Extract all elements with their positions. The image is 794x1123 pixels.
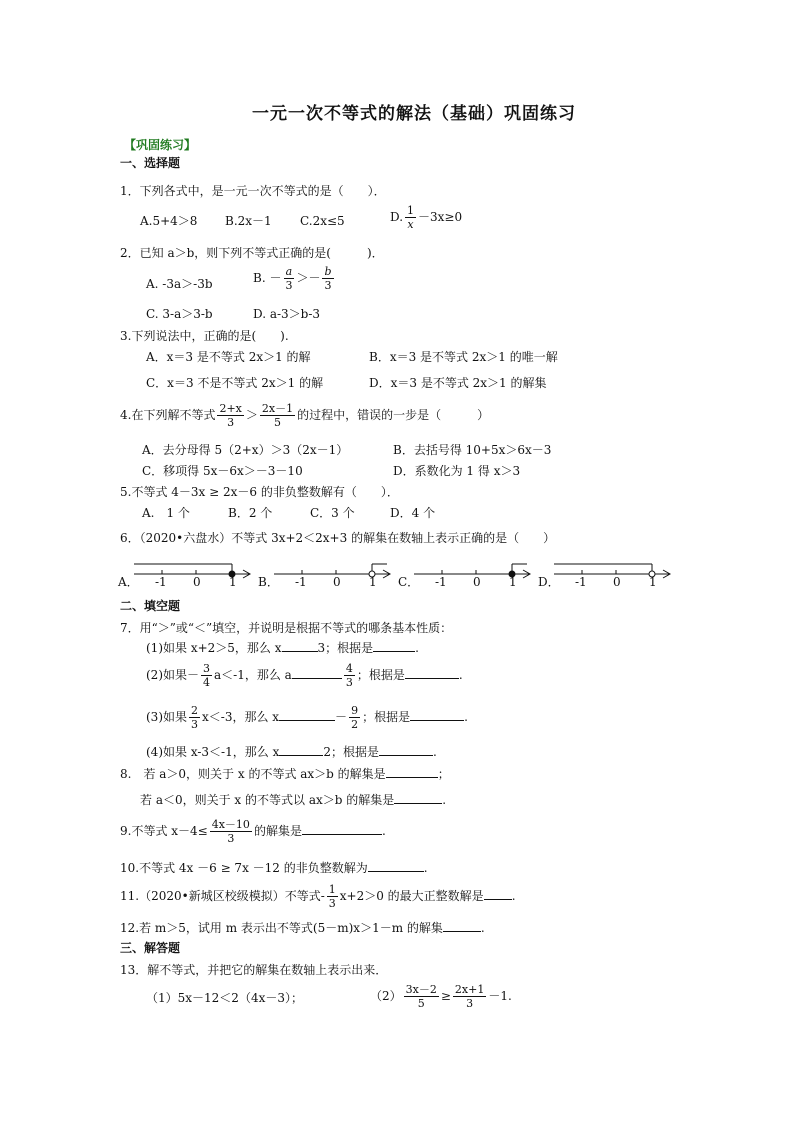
q7-part-3: (3)如果 $\frac{2}{3}$ x＜-3，那么 x － $\frac{9}{2}$ ；根据是 . [146,704,468,731]
q4-option-d: D．系数化为 1 得 x＞3 [393,464,521,478]
question-8-line-1: 8. 若 a＞0，则关于 x 的不等式 ax＞b 的解集是 ； [120,767,450,781]
answer-blank[interactable] [279,744,323,756]
question-8-line-2: 若 a＜0，则关于 x 的不等式以 ax＞b 的解集是 . [140,793,447,807]
answer-blank[interactable] [410,709,464,721]
page-title: 一元一次不等式的解法（基础）巩固练习 [252,104,576,124]
q4-option-a: A．去分母得 5（2+x）＞3（2x－1） [142,443,349,457]
q5-option-a: A. 1 个 [142,506,190,520]
answer-blank[interactable] [379,744,433,756]
q6-option-label: C． [398,575,420,589]
q1-option-a: A.5+4＞8 [140,214,198,228]
answer-blank[interactable] [484,888,512,900]
q7-part-2: (2)如果－ $\frac{3}{4}$ a＜-1，那么 a $\frac{4}{3}$ ；根据是 . [146,662,463,689]
question-7-stem: 7．用“＞”或“＜”填空，并说明是根据不等式的哪条基本性质： [120,621,453,635]
number-line-tick-label: -1 [575,575,587,589]
q13-part-2: （2） $\frac{3x-2}{5}$ ≥ $\frac{2x+1}{3}$ －1. [370,983,512,1010]
answer-blank[interactable] [279,709,335,721]
q5-option-c: C．3 个 [310,506,355,520]
q4-option-b: B．去括号得 10+5x＞6x－3 [393,443,552,457]
q1-fraction: $\frac{1}{x}$ [407,204,415,231]
number-line-tick-label: 0 [193,575,201,589]
q6-option-label: B． [258,575,279,589]
answer-blank[interactable] [282,640,318,652]
section-heading-fill: 二、填空题 [120,599,181,613]
question-3-stem: 3.下列说法中，正确的是( ). [120,329,289,343]
number-line-tick-label: -1 [155,575,167,589]
q2-option-b: B. － $\frac{a}{3}$ ＞－ $\frac{b}{3}$ [253,265,332,292]
q5-option-b: B．2 个 [228,506,273,520]
q3-option-d: D．x＝3 是不等式 2x＞1 的解集 [369,376,547,390]
answer-blank[interactable] [368,860,424,872]
number-line-tick-label: 0 [333,575,341,589]
q3-option-a: A．x＝3 是不等式 2x＞1 的解 [146,350,311,364]
question-1-stem: 1．下列各式中，是一元一次不等式的是（ ）． [120,184,386,198]
q1-option-b: B.2x－1 [225,214,272,228]
question-4-stem: 4.在下列解不等式 $\frac{2+x}{3}$ ＞ $\frac{2x-1}{5}$ 的过程中，错误的一步是（ ） [120,402,490,429]
answer-blank[interactable] [292,667,342,679]
answer-blank[interactable] [394,792,442,804]
q7-part-1: (1)如果 x+2＞5，那么 x 3；根据是 . [146,641,419,655]
q1-option-d: D. $\frac{1}{x}$ －3x≥0 [390,204,463,231]
number-line-tick-label: -1 [295,575,307,589]
number-line-tick-label: -1 [435,575,447,589]
answer-blank[interactable] [302,823,382,835]
question-5-stem: 5.不等式 4－3x ≥ 2x－6 的非负整数解有（ ）． [120,485,399,499]
number-line-tick-label: 0 [613,575,621,589]
q13-part-1: （1）5x－12＜2（4x－3）； [146,991,303,1005]
question-10: 10.不等式 4x －6 ≥ 7x －12 的非负整数解为 . [120,861,428,875]
q1-option-c: C.2x≤5 [300,214,345,228]
question-6-stem: 6．（2020•六盘水）不等式 3x+2＜2x+3 的解集在数轴上表示正确的是（ ） [120,531,556,545]
answer-blank[interactable] [373,640,415,652]
q6-option-label: A． [118,575,139,589]
number-line-tick-label: 1 [369,575,377,589]
question-13-stem: 13．解不等式，并把它的解集在数轴上表示出来． [120,963,388,977]
q2-option-c: C. 3-a＞3-b [146,307,213,321]
question-11: 11.（2020•新城区校级模拟）不等式- $\frac{1}{3}$ x+2＞0 的最大正整数解是 . [120,883,516,910]
answer-blank[interactable] [405,667,459,679]
answer-blank[interactable] [443,920,481,932]
number-line-tick-label: 1 [509,575,517,589]
question-2-stem: 2．已知 a＞b，则下列不等式正确的是( )． [120,246,384,260]
q3-option-c: C．x＝3 不是不等式 2x＞1 的解 [146,376,324,390]
question-9: 9.不等式 x－4≤ $\frac{4x-10}{3}$ 的解集是 . [120,818,386,845]
q2-option-d: D. a-3＞b-3 [253,307,321,321]
q6-option-label: D． [538,575,560,589]
number-line-tick-label: 1 [229,575,237,589]
q2-option-a: A. -3a＞-3b [146,277,213,291]
question-12: 12.若 m＞5，试用 m 表示出不等式(5－m)x＞1－m 的解集 . [120,921,485,935]
q3-option-b: B．x＝3 是不等式 2x＞1 的唯一解 [369,350,558,364]
answer-blank[interactable] [386,766,438,778]
number-line-tick-label: 0 [473,575,481,589]
q7-part-4: (4)如果 x-3＜-1，那么 x 2；根据是 . [146,745,437,759]
q4-option-c: C．移项得 5x－6x＞－3－10 [142,464,303,478]
q5-option-d: D．4 个 [390,506,436,520]
section-heading-solve: 三、解答题 [120,941,181,955]
section-tag: 【巩固练习】 [124,138,197,152]
number-line-tick-label: 1 [649,575,657,589]
section-heading-choice: 一、选择题 [120,156,181,170]
